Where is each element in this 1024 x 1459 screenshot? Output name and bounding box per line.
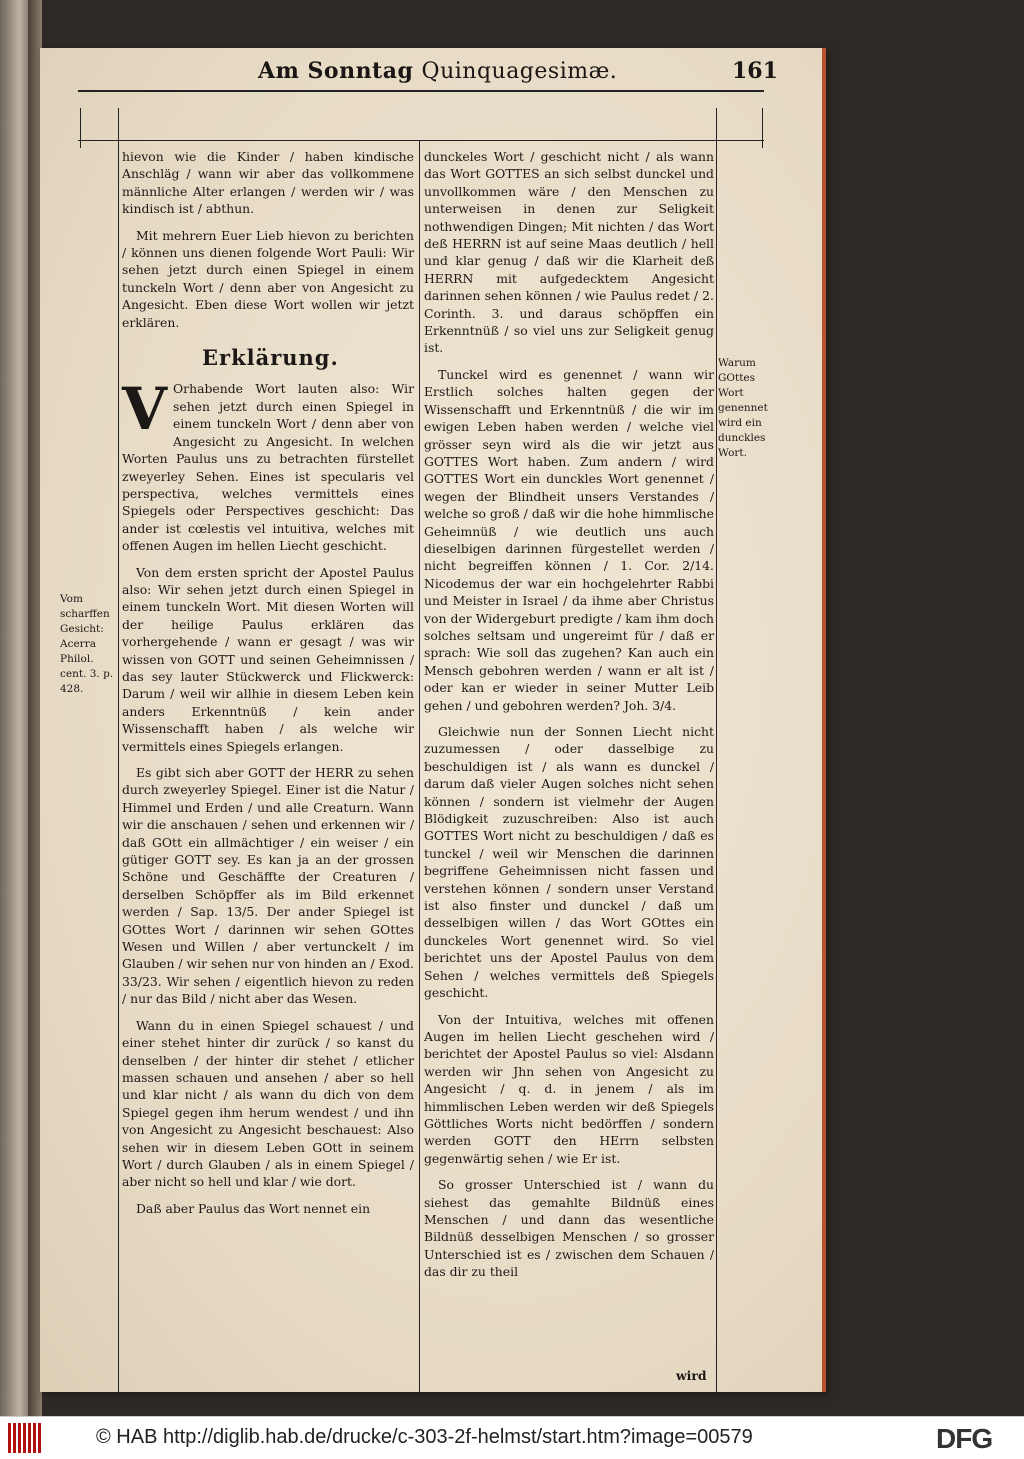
hab-barcode-icon (8, 1423, 42, 1453)
paragraph: Wann du in einen Spiegel schauest / und einer stehet hinter dir zurück / so kanst du denselben / der hinter dir stehet / etlicher massen schauen und ansehen / aber so hell und klar nicht / als wann du dich von dem Spiegel gegen ihm herum wendest / und ihn von Angesicht zu Angesicht beschauest: Also sehen wir in diesem Leben GOtt in seinem Wort / durch Glauben / als in einem Spiegel / aber nicht so hell und klar / wie dort. (122, 1017, 414, 1190)
outer-left-rule (80, 108, 81, 148)
paragraph: So grosser Unterschied ist / wann du siehest das gemahlte Bildnüß eines Menschen / und dann das wesentliche Bildnüß desselbigen Menschen / so grosser Unterschied ist es / zwischen dem Schauen / das dir zu theil (424, 1177, 714, 1280)
paragraph: Tunckel wird es genennet / wann wir Erstlich solches halten gegen der Wissenschafft und Erkenntnüß / die wir im ewigen Leben haben werden / welche viel grösser seyn wird als die wir jetzt aus GOTTES Wort haben. Zum andern / wird GOTTES Wort ein dunckles Wort genennet / wegen der Blindheit unsers Verstandes / welche so groß / daß wir die hohe himmlische Geheimnüß / wie deutlich uns auch dieselbigen darinnen fürgestellet werden / nicht begreiffen können / 1. Cor. 2/14. Nicodemus der war ein hochgelehrter Rabbi und Meister in Israel / da ihme aber Christus von der Widergeburt predigte / kam ihm doch solches seltsam und ungereimt für / daß er sprach: Wie soll das zugehen? Kan auch ein Mensch gebohren werden / wann er alt ist / oder kan er wieder in seiner Mutter Leib gehen / und gebohren werden? Joh. 3/4. (424, 366, 714, 713)
paragraph-with-dropcap (122, 375, 414, 554)
running-head-title (258, 58, 617, 84)
dfg-logo: DFG (936, 1423, 993, 1454)
left-frame-rule (118, 108, 119, 1398)
paragraph: Es gibt sich aber GOTT der HERR zu sehen durch zweyerley Spiegel. Einer ist die Natur / Himmel und Erden / und alle Creaturn. Wann wir die anschauen / sehen und erkennen wir / daß GOtt ein allmächtiger / ein weiser / ein gütiger GOTT sey. Es kan ja an der grossen Schöne und Geschäffte der Creaturen / derselben Schöpffer als im Bild erkennet werden / Sap. 13/5. Der ander Spiegel ist GOttes Wort / darinnen wir sehen GOttes Wesen und Willen / aber vertunckelt / im Glauben / wir sehen nur von hinden an / Exod. 33/23. Wir sehen / eigentlich hievon zu reden / nur das Bild / nicht aber das Wesen. (122, 765, 414, 1007)
paragraph-text: Orhabende Wort lauten also: Wir sehen jetzt durch einen Spiegel in einem tunckeln Wort / denn aber von Angesicht zu Angesicht. In welchen Worten Paulus uns zu betrachten fürstellet zweyerley Sehen. Eines ist specularis vel perspectiva, welches vermittels eines Spiegels oder Perspectives geschicht: Das ander ist cœlestis vel intuitiva, welches mit offenen Augen im hellen Liecht geschicht. (122, 381, 414, 554)
outer-right-rule (762, 108, 763, 148)
section-heading: Erklärung. (202, 345, 339, 371)
marginal-note-right: Warum GOttes Wort genennet wird ein dunckles Wort. (718, 357, 768, 459)
viewer-footer (0, 1416, 1024, 1459)
drop-cap-letter: V (122, 375, 168, 444)
head-rule (78, 90, 764, 92)
page-number: 161 (732, 58, 778, 84)
running-head-german: Am Sonntag (258, 58, 414, 84)
paragraph: Von der Intuitiva, welches mit offenen Augen im hellen Liecht geschehen wird / berichtet der Apostel Paulus so viel: Alsdann werden wir Jhn sehen von Angesicht zu Angesicht / q. d. in jenem / als im himmlischen Leben werden wir deß Spiegels Göttliches Worts nicht bedörffen / sondern werden GOTT den HErrn selbsten gegenwärtig sehen / wie Er ist. (424, 1011, 714, 1166)
running-head (78, 58, 778, 86)
paragraph: hievon wie die Kinder / haben kindische Anschläg / wann wir aber das vollkommene männliche Alter erlangen / werden wir / was kindisch ist / abthun. (122, 149, 414, 217)
column-divider-rule (419, 140, 420, 1398)
running-head-latin: Quinquagesimæ. (421, 59, 618, 84)
left-text-column (122, 148, 414, 1226)
paragraph: Von dem ersten spricht der Apostel Paulus also: Wir sehen jetzt durch einen Spiegel in einem tunckeln Wort. Mit diesen Worten will der heilige Paulus erklären das vorhergehende / wann er gesagt / was wir wissen von GOTT und seinen Geheimnissen / das sey lauter Stückwerck und Flickwerck: Darum / weil wir allhie in diesem Leben kein anders Erkenntnüß / kein ander Wissenschafft haben / als welche wir vermittels eines Spiegels erlangen. (122, 564, 414, 754)
catchword: wird (676, 1368, 707, 1383)
head-rule-2 (78, 140, 764, 141)
paragraph: Daß aber Paulus das Wort nennet ein (136, 1200, 371, 1216)
previous-page-edge (0, 0, 28, 1416)
right-text-column (424, 148, 714, 1290)
paragraph: Mit mehrern Euer Lieb hievon zu berichten / können uns dienen folgende Wort Pauli: Wir sehen jetzt durch einen Spiegel in einem tunckeln Wort / denn aber von Angesicht zu Angesicht. Eben diese Wort wollen wir jetzt erklären. (122, 227, 414, 330)
paragraph: dunckeles Wort / geschicht nicht / als wann das Wort GOTTES an sich selbst dunckel und unvollkommen wäre / den Menschen zu unterweisen in denen zur Seligkeit nothwendigen Dingen; Mit nichten / das Wort deß HERRN ist auf seine Maas deutlich / hell und klar genug / daß wir die Klarheit deß HERRN mit aufgedecktem Angesicht darinnen sehen können / wie Paulus redet / 2. Corinth. 3. und daraus schöpffen ein Erkenntnüß / so viel uns zur Seligkeit genug ist. (424, 149, 714, 356)
marginal-note-left: Vom scharffen Gesicht: Acerra Philol. cent. 3. p. 428. (60, 593, 114, 695)
paragraph: Gleichwie nun der Sonnen Liecht nicht zuzumessen / oder dasselbige zu beschuldigen ist / als wann es dunckel / darum daß vieler Augen solches nicht sehen können / sondern ist vielmehr der Augen Blödigkeit zuzuschreiben: Also ist auch GOTTES Wort nicht zu beschuldigen / daß es tunckel / weil wir Menschen die darinnen begriffene Geheimnissen nicht fassen und verstehen können / sondern unser Verstand ist also finster und dunckel / daß um desselbigen willen / das Wort GOttes ein dunckeles Wort genennet wird. So viel berichtet uns der Apostel Paulus von dem Sehen / welches vermittels deß Spiegels geschicht. (424, 724, 714, 1001)
source-url-link[interactable]: © HAB http://diglib.hab.de/drucke/c-303-2f-helmst/start.htm?image=00579 (96, 1426, 753, 1448)
right-frame-rule (716, 108, 717, 1398)
